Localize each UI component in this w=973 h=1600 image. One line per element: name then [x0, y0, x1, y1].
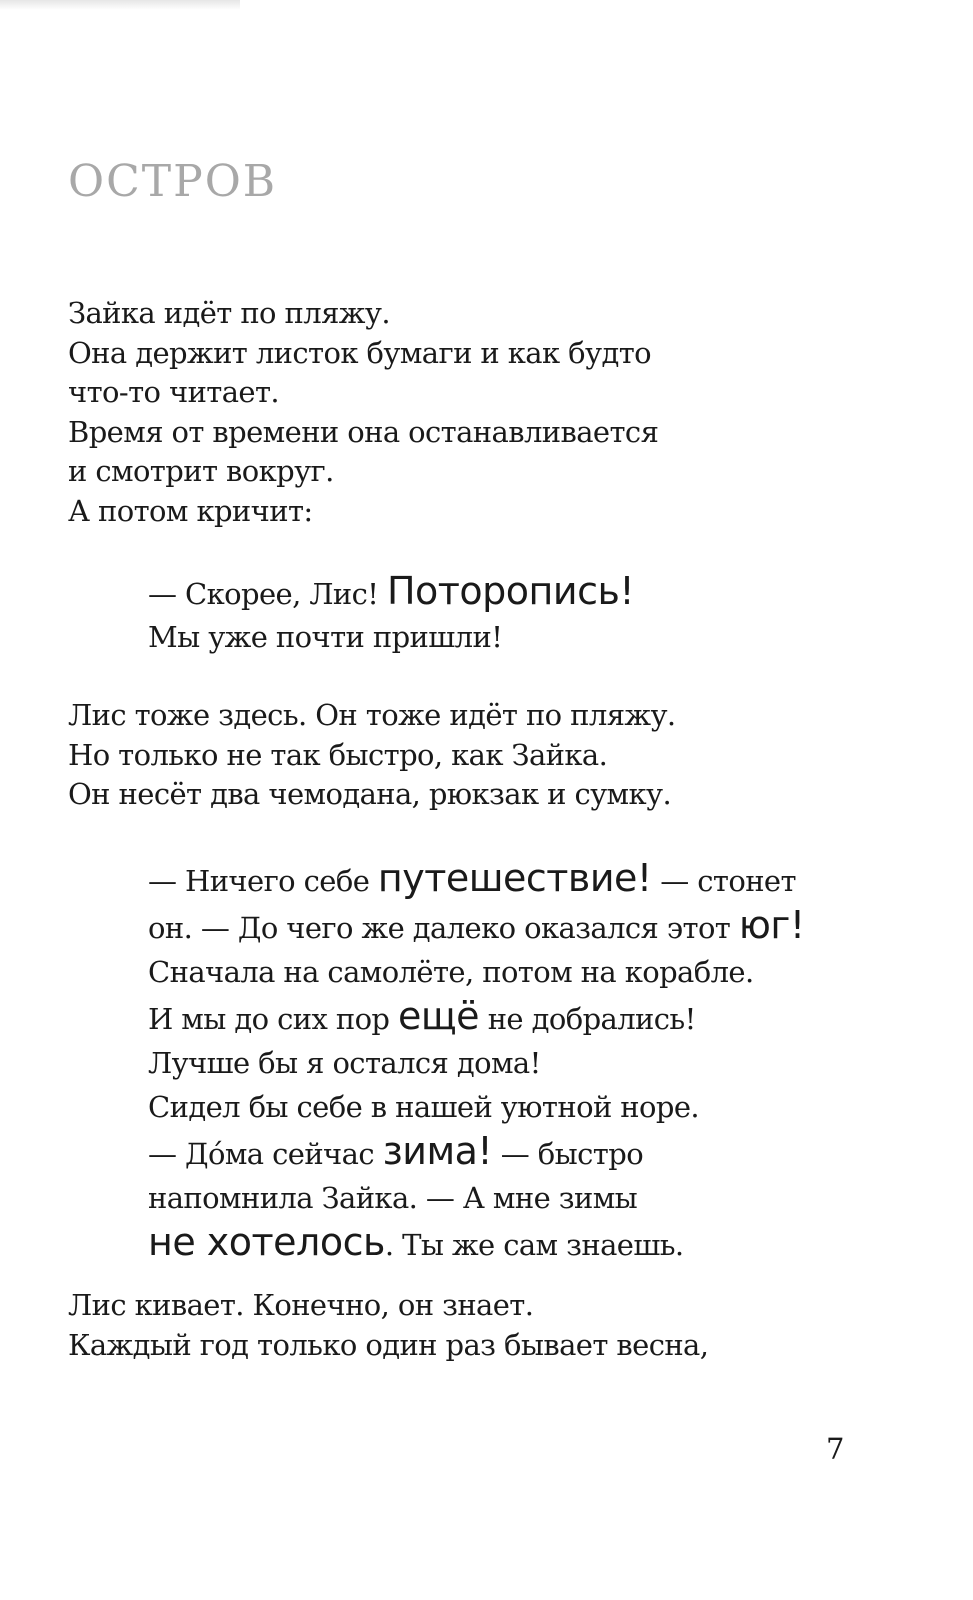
emphasized-word: зима! — [382, 1129, 493, 1173]
text-line: Лис тоже здесь. Он тоже идёт по пляжу. — [68, 698, 676, 732]
text-line: что-то читает. — [68, 375, 280, 409]
text-fragment: — стонет — [651, 864, 796, 898]
text-fragment: — Скорее, Лис! — [148, 577, 387, 611]
text-fragment: — До́ма сейчас — [148, 1137, 383, 1171]
emphasized-word: ещё — [398, 994, 480, 1038]
emphasized-word: Поторопись! — [386, 569, 635, 613]
text-line — [148, 1129, 948, 1176]
page-edge-shadow — [0, 0, 240, 10]
text-line: Она держит листок бумаги и как будто — [68, 335, 651, 370]
text-line: Лучше бы я остался дома! — [148, 1046, 541, 1080]
text-line — [148, 856, 948, 903]
text-line: Мы уже почти пришли! — [148, 620, 503, 654]
dialog-zaika-call — [148, 567, 948, 658]
text-line: и смотрит вокруг. — [68, 454, 334, 488]
text-line: Но только не так быстро, как Зайка. — [68, 737, 608, 772]
emphasized-word: не хотелось — [148, 1220, 385, 1264]
text-line — [148, 1220, 948, 1267]
text-line: Время от времени она останавливается — [68, 414, 659, 449]
text-line: Лис кивает. Конечно, он знает. — [68, 1288, 534, 1322]
text-line: А потом кричит: — [68, 493, 313, 528]
text-line: Каждый год только один раз бывает весна, — [68, 1327, 709, 1362]
text-fragment: — Ничего себе — [148, 864, 378, 898]
paragraph-lis — [68, 696, 928, 815]
text-line: напомнила Зайка. — А мне зимы — [148, 1181, 638, 1215]
paragraph-intro — [68, 294, 928, 531]
dialog-lis-complaint — [148, 856, 948, 1267]
emphasized-word: путешествие! — [377, 856, 652, 900]
text-line — [148, 994, 948, 1041]
text-fragment: И мы до сих пор — [148, 1002, 399, 1036]
emphasized-word: юг! — [738, 903, 805, 947]
text-line — [148, 567, 948, 618]
text-line: Он несёт два чемодана, рюкзак и сумку. — [68, 777, 672, 811]
text-line: Зайка идёт по пляжу. — [68, 296, 390, 330]
paragraph-lis-nods — [68, 1286, 928, 1365]
text-fragment: . Ты же сам знаешь. — [384, 1228, 684, 1262]
text-line: Сидел бы себе в нашей уютной норе. — [148, 1090, 700, 1124]
text-line: Сначала на самолёте, потом на корабле. — [148, 955, 754, 989]
text-line — [148, 903, 948, 950]
text-fragment: — быстро — [492, 1137, 644, 1171]
page-number: 7 — [826, 1432, 845, 1466]
text-fragment: не добрались! — [479, 1002, 696, 1036]
chapter-title: ОСТРОВ — [68, 156, 278, 207]
text-fragment: он. — До чего же далеко оказался этот — [148, 911, 739, 945]
